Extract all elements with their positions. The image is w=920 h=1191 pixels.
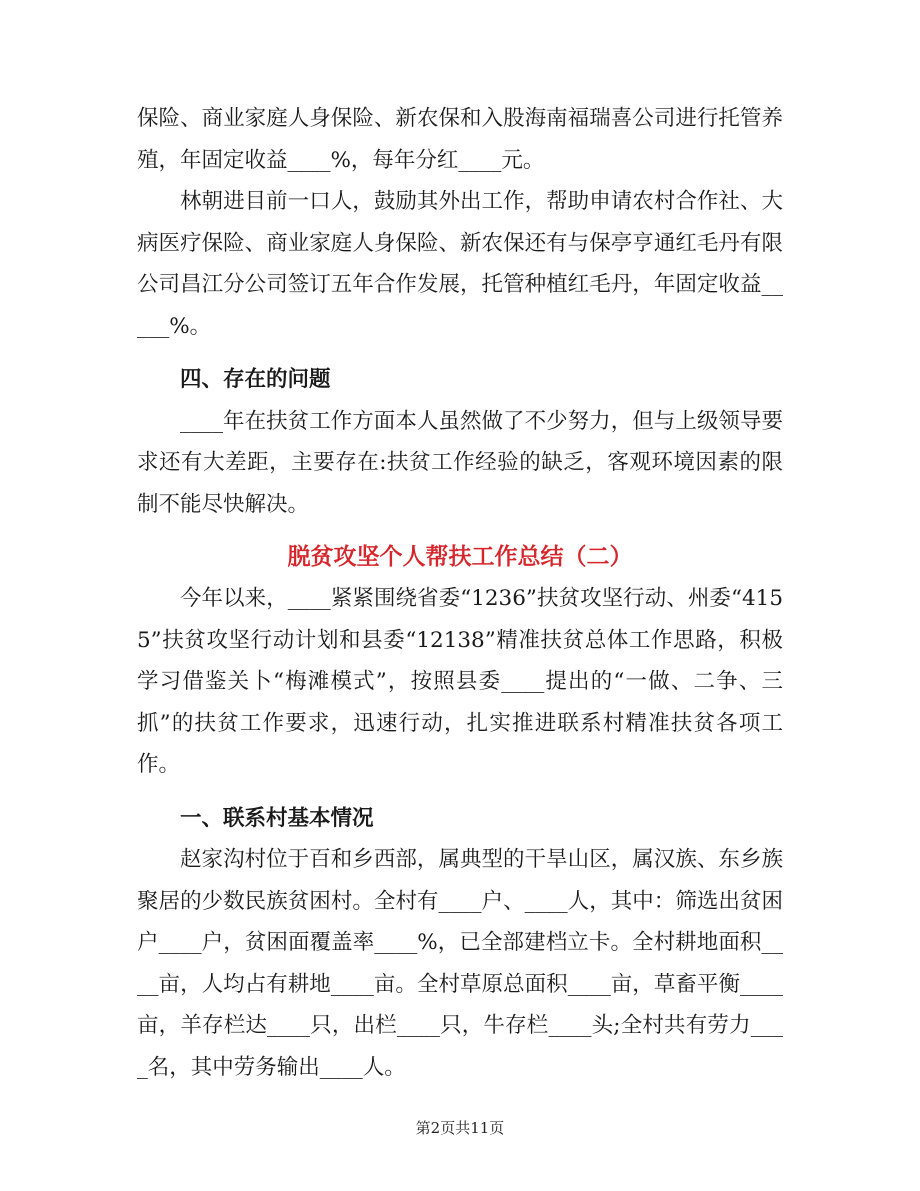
paragraph-intro: 今年以来，____紧紧围绕省委“1236”扶贫攻坚行动、州委“4155”扶贫攻坚行动计划和县委“12138”精准扶贫总体工作思路，积极学习借鉴关卜“梅滩模式”，按照县委____提出的“一做、二争、三抓”的扶贫工作要求，迅速行动，扎实推进联系村精准扶贫各项工作。 bbox=[137, 586, 783, 777]
spacer bbox=[137, 525, 783, 535]
document-title: 脱贫攻坚个人帮扶工作总结（二） bbox=[287, 543, 633, 570]
paragraph-problems: ____年在扶贫工作方面本人虽然做了不少努力，但与上级领导要求还有大差距，主要存在:扶贫工作经验的缺乏，客观环境因素的限制不能尽快解决。 bbox=[137, 408, 783, 517]
section-heading-village-info: 一、联系村基本情况 bbox=[180, 805, 374, 831]
page-number: 第2页共11页 bbox=[415, 1119, 505, 1137]
section-heading-problems: 四、存在的问题 bbox=[180, 367, 331, 392]
paragraph-village-info: 赵家沟村位于百和乡西部，属典型的干旱山区，属汉族、东乡族聚居的少数民族贫困村。全村有____户、____人，其中：筛选出贫困户____户，贫困面覆盖率____%，已全部建档立卡。全村耕地面积____亩，人均占有耕地____亩。全村草原总面积____亩，草畜平衡____亩，羊存栏达____只，出栏____只，牛存栏____头;全村共有劳力____名，其中劳务输出____人。 bbox=[137, 847, 783, 1080]
document-page bbox=[137, 98, 783, 1088]
paragraph-lin-chaojin: 林朝进目前一口人，鼓励其外出工作，帮助申请农村合作社、大病医疗保险、商业家庭人身保险、新农保还有与保亭亨通红毛丹有限公司昌江分公司签订五年合作发展，托管种植红毛丹，年固定收益_____%。 bbox=[137, 189, 783, 339]
paragraph-insurance-continued: 保险、商业家庭人身保险、新农保和入股海南福瑞喜公司进行托管养殖，年固定收益____%，每年分红____元。 bbox=[137, 106, 783, 173]
